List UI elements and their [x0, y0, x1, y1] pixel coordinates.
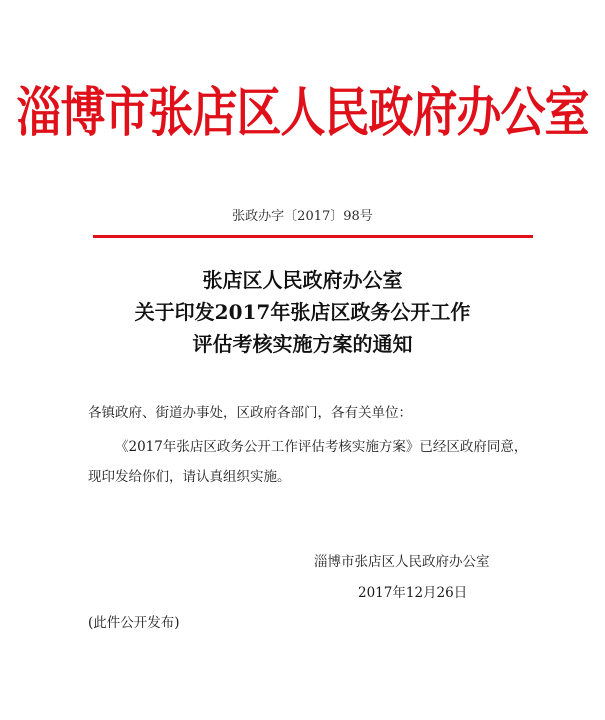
title-line-1: 张店区人民政府办公室: [202, 268, 403, 292]
title-line-3: 评估考核实施方案的通知: [192, 332, 413, 356]
issue-date: 2017年12月26日: [358, 585, 468, 601]
body-paragraph: 《2017年张店区政务公开工作评估考核实施方案》已经区政府同意，现印发给你们，请认真组织实施。: [88, 439, 528, 485]
salutation: 各镇政府、街道办事处，区政府各部门，各有关单位：: [88, 405, 412, 421]
signatory: 淄博市张店区人民政府办公室: [314, 554, 490, 570]
document-number: 张政办字〔2017〕98号: [232, 209, 373, 224]
title-line-2: 关于印发2017年张店区政务公开工作: [134, 300, 471, 324]
red-divider-line: [93, 235, 533, 238]
issuer-masthead: 淄博市张店区人民政府办公室: [16, 81, 589, 144]
document-title: [0, 264, 605, 360]
public-release-note: (此件公开发布): [88, 615, 180, 631]
